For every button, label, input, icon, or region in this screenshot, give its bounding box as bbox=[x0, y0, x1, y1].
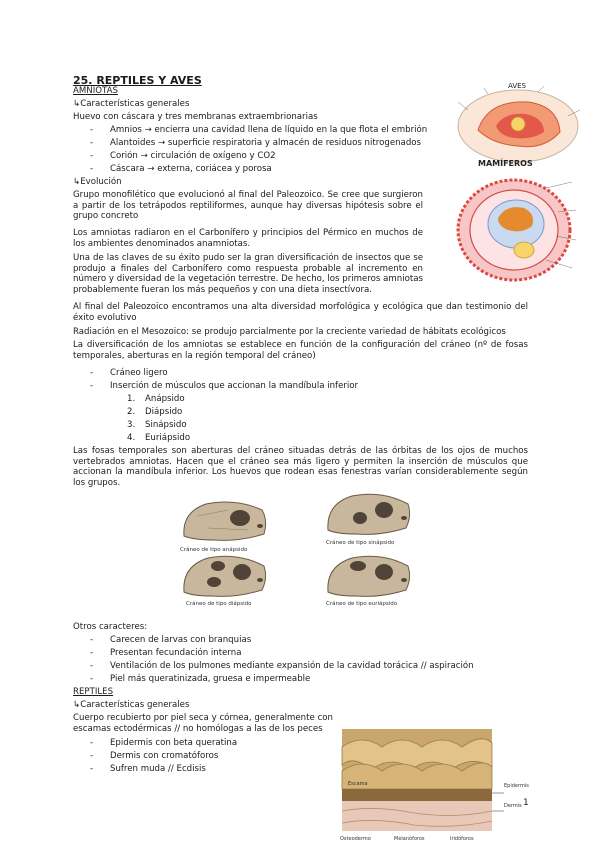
skull-synapsid-image bbox=[322, 490, 414, 538]
skull-euryapsid-image bbox=[322, 552, 414, 600]
list-item: - Amnios → encierra una cavidad llena de líquido en la que flota el embrión bbox=[90, 125, 428, 135]
otros-heading: Otros caracteres: bbox=[73, 622, 148, 632]
numbered-item: 3. Sinápsido bbox=[127, 420, 187, 430]
subheading-evolucion: ↳Evolución bbox=[73, 177, 122, 187]
list-item: - Piel más queratinizada, gruesa e impermeable bbox=[90, 674, 311, 684]
list-item: - Ventilación de los pulmones mediante expansión de la cavidad torácica // aspiración bbox=[90, 661, 474, 671]
skull-diapsid-image bbox=[178, 552, 270, 600]
numbered-item: 1. Anápsido bbox=[127, 394, 185, 404]
numbered-item: 4. Euriápsido bbox=[127, 433, 191, 443]
paragraph: Al final del Paleozoico encontramos una alta diversidad morfológica y ecológica que dan testimonio del éxito evolutivo bbox=[73, 302, 528, 323]
section-heading-reptiles: REPTILES bbox=[73, 687, 114, 697]
skin-section-image bbox=[334, 727, 529, 843]
list-item: - Epidermis con beta queratina bbox=[90, 738, 238, 748]
skull-anapsid-image bbox=[178, 496, 270, 546]
list-item: - Inserción de músculos que accionan la mandíbula inferior bbox=[90, 381, 359, 391]
svg-text:Epidermis: Epidermis bbox=[504, 783, 529, 789]
skull-caption: Cráneo de tipo sinápsido bbox=[326, 540, 395, 546]
huevo-text: Huevo con cáscara y tres membranas extraembrionarias bbox=[73, 112, 318, 122]
list-item: - Alantoides → superficie respiratoria y almacén de residuos nitrogenados bbox=[90, 138, 422, 148]
numbered-item: 2. Diápsido bbox=[127, 407, 183, 417]
svg-text:Melanóforos: Melanóforos bbox=[394, 836, 425, 842]
paragraph: Las fosas temporales son aberturas del cráneo situadas detrás de las órbitas de los ojos de muchos vertebrados amniotas. Hacen que el cráneo sea más ligero y permiten la inserción de músculos que accionan la mandíbula inferior. Los huevos que rodean esas fenestras varían considerablemente según los grupos. bbox=[73, 446, 528, 488]
list-item: - Presentan fecundación interna bbox=[90, 648, 242, 658]
paragraph: Radiación en el Mesozoico: se produjo parcialmente por la creciente variedad de hábitats ecológicos bbox=[73, 327, 506, 337]
paragraph: Una de las claves de su éxito pudo ser la gran diversificación de insectos que se produjo a finales del Carbonífero como respuesta probable al incremento en número y diversidad de la vegetación terrestre. De hecho, los primeros amniotas probablemente fueran los más pequeños y con una dieta insectívora. bbox=[73, 253, 423, 295]
egg-aves-image bbox=[448, 80, 600, 168]
page-title: 25. REPTILES Y AVES bbox=[73, 74, 202, 87]
egg-aves-label: AVES bbox=[508, 82, 526, 90]
list-item: - Cáscara → externa, coriácea y porosa bbox=[90, 164, 272, 174]
svg-text:Osteodermo: Osteodermo bbox=[340, 836, 371, 842]
svg-text:Iridóforos: Iridóforos bbox=[450, 836, 474, 842]
list-item: - Dermis con cromatóforos bbox=[90, 751, 219, 761]
skull-caption: Cráneo de tipo euriápsido bbox=[326, 601, 398, 607]
egg-mamiferos-image bbox=[446, 168, 600, 286]
svg-text:Escama: Escama bbox=[348, 781, 368, 787]
paragraph: La diversificación de los amniotas se establece en función de la configuración del cráneo (nº de fosas temporales, aberturas en la región temporal del cráneo) bbox=[73, 340, 528, 361]
list-item: - Carecen de larvas con branquias bbox=[90, 635, 252, 645]
egg-mamiferos-label: MAMÍFEROS bbox=[478, 159, 533, 168]
skull-caption: Cráneo de tipo anápsido bbox=[180, 547, 248, 553]
subheading-caracteristicas: ↳Características generales bbox=[73, 99, 190, 109]
page-number: 1 bbox=[523, 798, 529, 808]
section-heading-amniotas: AMNIOTAS bbox=[73, 86, 118, 96]
list-item: - Sufren muda // Ecdisis bbox=[90, 764, 206, 774]
paragraph: Grupo monofilético que evolucionó al final del Paleozoico. Se cree que surgieron a partir de los tetrápodos reptiliformes, aunque hay diversas hipótesis sobre el grupo concreto bbox=[73, 190, 423, 222]
list-item: - Corión → circulación de oxígeno y CO2 bbox=[90, 151, 276, 161]
paragraph: Cuerpo recubierto por piel seca y córnea, generalmente con escamas ectodérmicas // no homólogas a las de los peces bbox=[73, 713, 333, 734]
svg-text:Dermis: Dermis bbox=[504, 803, 522, 809]
paragraph: Los amniotas radiaron en el Carbonífero y principios del Pérmico en muchos de los ambientes denominados anamniotas. bbox=[73, 228, 423, 249]
skull-caption: Cráneo de tipo diápsido bbox=[186, 601, 252, 607]
subheading-caracteristicas-reptiles: ↳Características generales bbox=[73, 700, 190, 710]
list-item: - Cráneo ligero bbox=[90, 368, 168, 378]
